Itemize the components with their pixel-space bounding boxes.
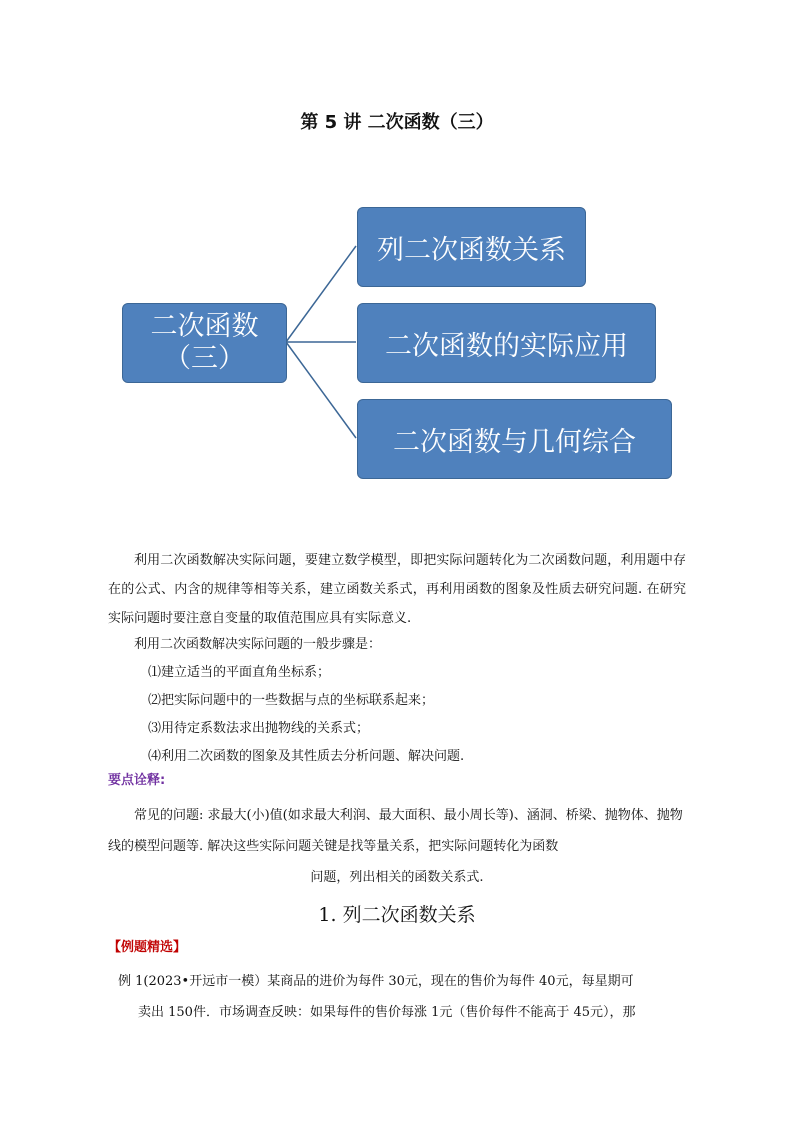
key-points-label: 要点诠释:	[108, 773, 166, 788]
example-1-line-1: 例 1(2023•开远市一模）某商品的进价为每件 30元，现在的售价为每件 40元，每星期可	[118, 974, 634, 989]
diagram-root-node	[122, 303, 287, 383]
diagram-branch-3-label: 二次函数与几何综合	[393, 426, 636, 458]
section-heading: 1. 列二次函数关系	[318, 904, 476, 926]
key-points-line-2: 问题，列出相关的函数关系式.	[310, 870, 484, 885]
key-points-text	[108, 800, 686, 893]
diagram-branch-1-label: 列二次函数关系	[377, 234, 566, 266]
step-3: ⑶用待定系数法求出抛物线的关系式；	[148, 721, 370, 736]
example-1-line-2: 卖出 150件．市场调查反映：如果每件的售价每涨 1元（售价每件不能高于 45元），那	[138, 1005, 636, 1020]
steps-intro: 利用二次函数解决实际问题的一般步骤是：	[134, 637, 382, 652]
diagram-branch-3	[357, 399, 672, 479]
connector-line-3	[286, 342, 356, 438]
step-1: ⑴建立适当的平面直角坐标系；	[148, 665, 331, 680]
diagram-branch-1	[357, 207, 586, 287]
intro-paragraph: 利用二次函数解决实际问题，要建立数学模型，即把实际问题转化为二次函数问题，利用题中存在的公式、内含的规律等相等关系，建立函数关系式，再利用函数的图象及性质去研究问题. 在研究实际问题时要注意自变量的取值范围应具有实际意义.	[108, 553, 686, 626]
mind-map-diagram	[0, 0, 794, 500]
example-label: 【例题精选】	[108, 940, 187, 955]
diagram-root-label: 二次函数（三）	[150, 311, 259, 374]
step-4: ⑷利用二次函数的图象及其性质去分析问题、解决问题.	[148, 749, 465, 764]
diagram-branch-2-label: 二次函数的实际应用	[385, 330, 628, 362]
connector-line-1	[286, 246, 356, 342]
key-points-line-1: 常见的问题: 求最大(小)值(如求最大利润、最大面积、最小周长等)、涵洞、桥梁、抛物体、抛物线的模型问题等. 解决这些实际问题关键是找等量关系，把实际问题转化为函数	[108, 808, 683, 854]
page-title: 第 5 讲 二次函数（三）	[300, 112, 494, 133]
example-1	[118, 966, 686, 1028]
diagram-branch-2	[357, 303, 656, 383]
step-2: ⑵把实际问题中的一些数据与点的坐标联系起来；	[148, 693, 435, 708]
